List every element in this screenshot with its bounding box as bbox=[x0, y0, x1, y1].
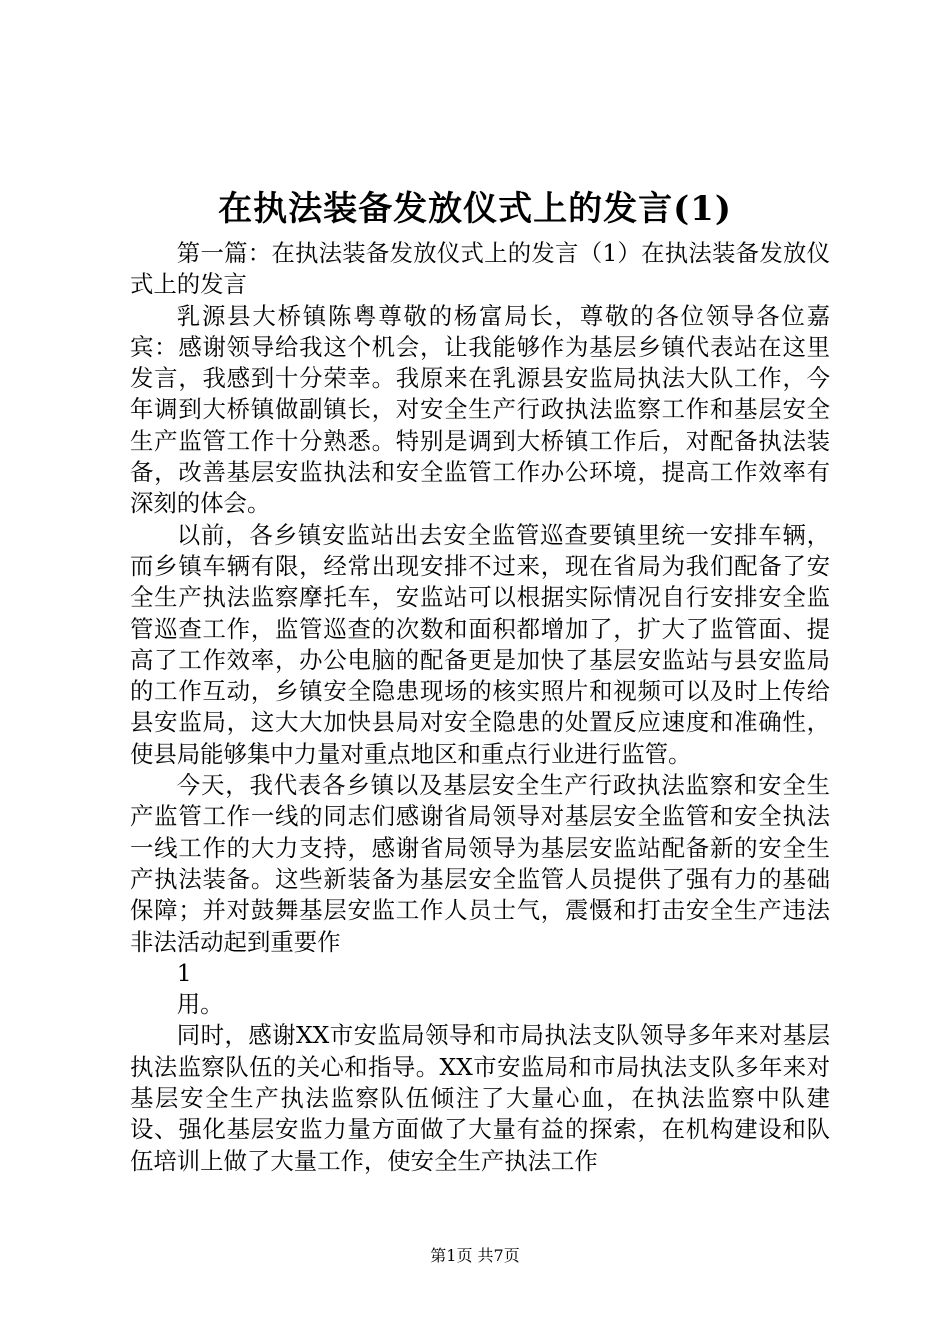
paragraph: 第一篇：在执法装备发放仪式上的发言（1）在执法装备发放仪式上的发言 bbox=[130, 239, 830, 299]
document-title: 在执法装备发放仪式上的发言(1) bbox=[218, 189, 732, 229]
paragraph: 同时，感谢XX市安监局领导和市局执法支队领导多年来对基层执法监察队伍的关心和指导。XX市安监局和市局执法支队多年来对基层安全生产执法监察队伍倾注了大量心血，在执法监察中队建设、强化基层安监力量方面做了大量有益的探索，在机构建设和队伍培训上做了大量工作，使安全生产执法工作 bbox=[130, 1021, 830, 1175]
paragraph: 用。 bbox=[176, 990, 224, 1019]
document-body bbox=[130, 238, 830, 1177]
inline-page-number: 1 bbox=[176, 958, 192, 987]
paragraph: 以前，各乡镇安监站出去安全监管巡查要镇里统一安排车辆，而乡镇车辆有限，经常出现安排不过来，现在省局为我们配备了安全生产执法监察摩托车，安监站可以根据实际情况自行安排安全监管巡查工作，监管巡查的次数和面积都增加了，扩大了监管面、提高了工作效率，办公电脑的配备更是加快了基层安监站与县安监局的工作互动，乡镇安全隐患现场的核实照片和视频可以及时上传给县安监局，这大大加快县局对安全隐患的处置反应速度和准确性，使县局能够集中力量对重点地区和重点行业进行监管。 bbox=[130, 520, 830, 768]
paragraph: 乳源县大桥镇陈粤尊敬的杨富局长，尊敬的各位领导各位嘉宾：感谢领导给我这个机会，让我能够作为基层乡镇代表站在这里发言，我感到十分荣幸。我原来在乳源县安监局执法大队工作，今年调到大桥镇做副镇长，对安全生产行政执法监察工作和基层安全生产监管工作十分熟悉。特别是调到大桥镇工作后，对配备执法装备，改善基层安监执法和安全监管工作办公环境，提高工作效率有深刻的体会。 bbox=[130, 301, 830, 518]
paragraph: 今天，我代表各乡镇以及基层安全生产行政执法监察和安全生产监管工作一线的同志们感谢省局领导对基层安全监管和安全执法一线工作的大力支持，感谢省局领导为基层安监站配备新的安全生产执法装备。这些新装备为基层安全监管人员提供了强有力的基础保障；并对鼓舞基层安监工作人员士气，震慑和打击安全生产违法非法活动起到重要作 bbox=[130, 771, 830, 956]
page-footer: 第1页 共7页 bbox=[430, 1246, 520, 1265]
